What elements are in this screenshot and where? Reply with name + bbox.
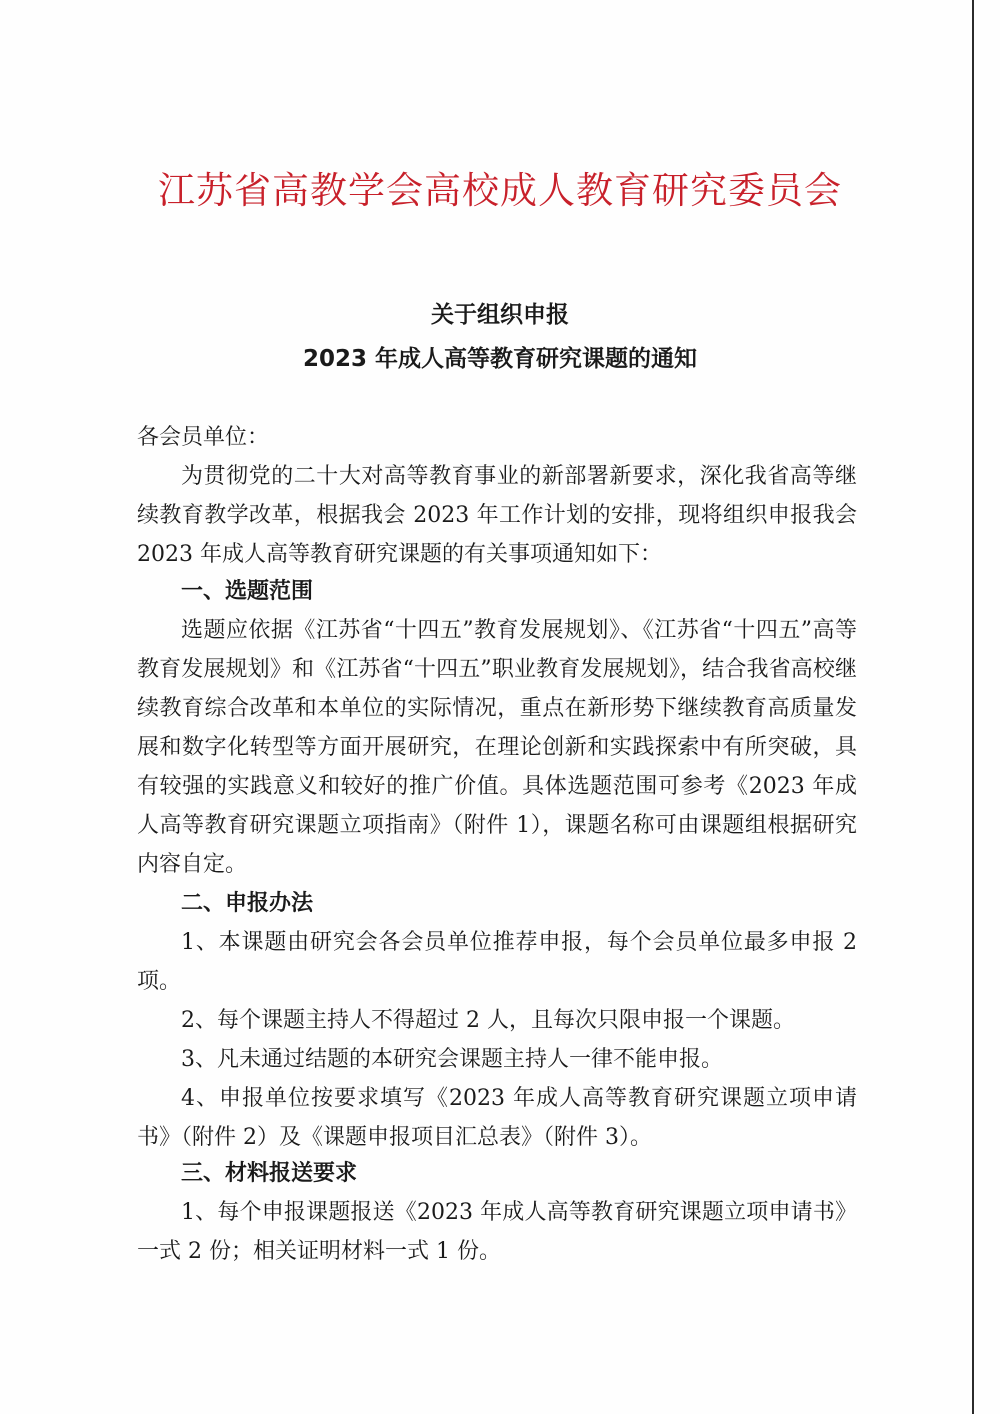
section-3-block [137,1154,857,1271]
section-3-heading: 三、材料报送要求 [181,1161,358,1186]
section-2-heading: 二、申报办法 [181,891,314,916]
intro-paragraph: 为贯彻党的二十大对高等教育事业的新部署新要求，深化我省高等继续教育教学改革，根据我会 2023 年工作计划的安排，现将组织申报我会 2023 年成人高等教育研究课题的有关事项通知如下： [137,464,857,567]
notice-title-line-2: 2023 年成人高等教育研究课题的通知 [302,346,698,372]
notice-title-line-1: 关于组织申报 [431,302,569,328]
section-2-item-2: 2、每个课题主持人不得超过 2 人，且每次只限申报一个课题。 [181,1008,795,1033]
intro-block [137,418,857,574]
section-2-item-1: 1、本课题由研究会各会员单位推荐申报，每个会员单位最多申报 2 项。 [137,930,857,994]
letterhead-title: 江苏省高教学会高校成人教育研究委员会 [158,169,842,212]
section-1-heading: 一、选题范围 [181,579,314,604]
section-3-item-1: 1、每个申报课题报送《2023 年成人高等教育研究课题立项申请书》一式 2 份；相关证明材料一式 1 份。 [137,1200,857,1264]
salutation: 各会员单位： [137,425,270,450]
section-1-block [137,611,857,884]
section-1-paragraph: 选题应依据《江苏省“十四五”教育发展规划》、《江苏省“十四五”高等教育发展规划》和《江苏省“十四五”职业教育发展规划》，结合我省高校继续教育综合改革和本单位的实际情况，重点在新形势下继续教育高质量发展和数字化转型等方面开展研究，在理论创新和实践探索中有所突破，具有较强的实践意义和较好的推广价值。具体选题范围可参考《2023 年成人高等教育研究课题立项指南》（附件 1），课题名称可由课题组根据研究内容自定。 [137,618,857,877]
section-2-item-4: 4、申报单位按要求填写《2023 年成人高等教育研究课题立项申请书》（附件 2）及《课题申报项目汇总表》（附件 3）。 [137,1086,857,1150]
section-1-heading-block [137,572,857,611]
section-2-item-3: 3、凡未通过结题的本研究会课题主持人一律不能申报。 [181,1047,723,1072]
section-2-block [137,884,857,1157]
